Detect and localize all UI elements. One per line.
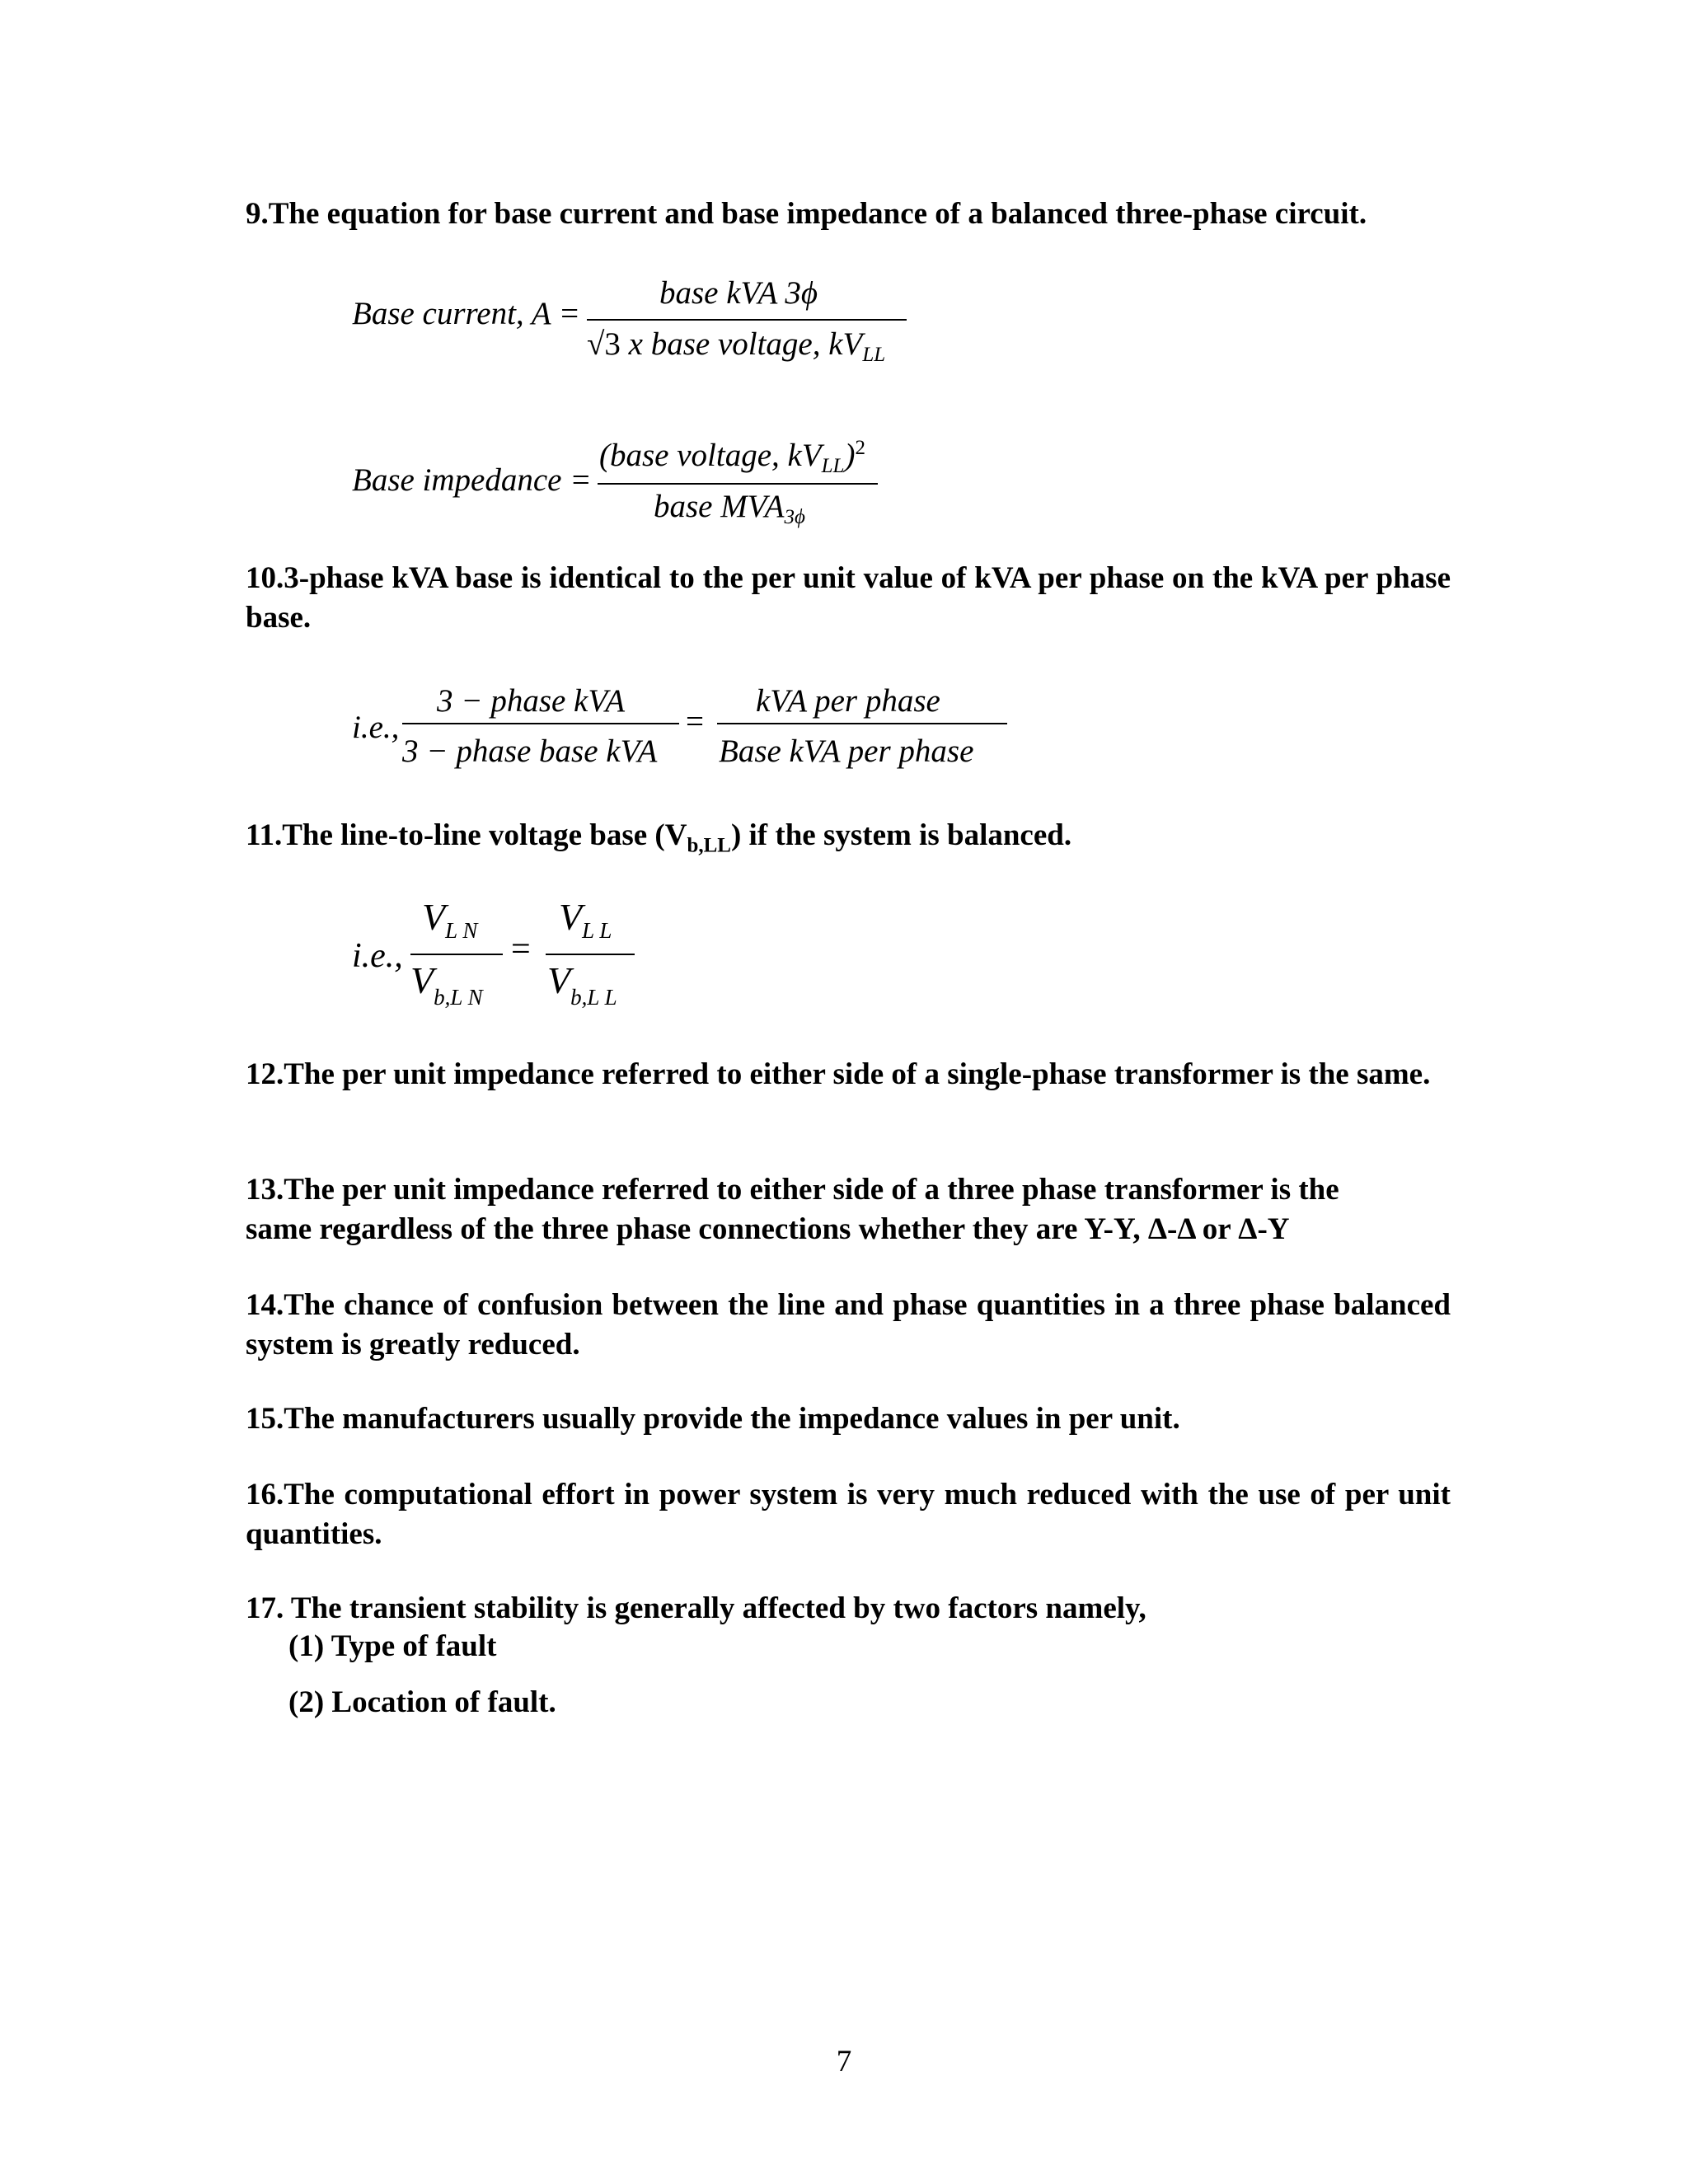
kva-left-fraction-bar xyxy=(402,723,679,724)
kva-num-left: 3 − phase kVA xyxy=(437,683,626,719)
item-11-text: 11.The line-to-line voltage base $(V_{b,LL})$ if the system is balanced. xyxy=(246,818,1072,857)
kva-ie-label: i.e., xyxy=(352,710,400,745)
base-current-fraction-bar xyxy=(587,319,907,321)
item-17-list-item-1: (1) Type of fault xyxy=(288,1629,497,1663)
base-impedance-lhs: Base impedance = xyxy=(352,462,592,498)
kva-den-right: Base kVA per phase xyxy=(719,733,974,769)
base-impedance-denominator: base $MVA_{3\phi}$ xyxy=(654,489,805,528)
kva-den-left: 3 − phase base kVA xyxy=(402,733,658,769)
item-17-list-item-2: (2) Location of fault. xyxy=(288,1685,556,1719)
item-16-text: 16.The computational effort in power system is very much reduced with the use of per unit quantities. xyxy=(246,1478,1451,1551)
item-14-text: 14.The chance of confusion between the line and phase quantities in a three phase balanced system is greatly reduced. xyxy=(246,1288,1451,1361)
item-12-text: 12.The per unit impedance referred to either side of a single-phase transformer is the same. xyxy=(246,1057,1431,1091)
voltage-equals: = xyxy=(511,930,531,968)
base-current-denominator: √3 x base voltage, $kV_{LL}$ xyxy=(587,326,886,366)
voltage-num-left: $V_{L N}$ xyxy=(422,896,478,943)
base-current-numerator: base kVA 3ϕ xyxy=(659,275,818,311)
item-9-text: 9.The equation for base current and base impedance of a balanced three-phase circuit. xyxy=(246,197,1367,231)
voltage-ie-label: i.e., xyxy=(352,937,403,975)
voltage-num-right: $V_{L L}$ xyxy=(559,896,612,943)
base-impedance-numerator: (base voltage, $kV_{LL})^2$ xyxy=(599,437,865,477)
voltage-den-right: $V_{b,L L}$ xyxy=(547,959,617,1010)
kva-num-right: kVA per phase xyxy=(756,683,940,719)
voltage-den-left: $V_{b,L N}$ xyxy=(410,959,483,1010)
base-current-lhs: Base current, A = xyxy=(352,296,580,331)
item-10-text: 10.3-phase kVA base is identical to the per unit value of kVA per phase on the kVA per phase base. xyxy=(246,561,1451,635)
voltage-left-fraction-bar xyxy=(410,954,503,955)
kva-equals: = xyxy=(686,704,704,739)
page-number: 7 xyxy=(836,2045,852,2079)
item-15-text: 15.The manufacturers usually provide the impedance values in per unit. xyxy=(246,1402,1180,1436)
item-17-text: 17. The transient stability is generally affected by two factors namely, xyxy=(246,1591,1146,1625)
item-13-text: 13.The per unit impedance referred to either side of a three phase transformer is the same regardless of the three phase connections whether they are Y-Y, Δ-Δ or Δ-Y xyxy=(246,1173,1339,1246)
kva-right-fraction-bar xyxy=(717,723,1007,724)
voltage-right-fraction-bar xyxy=(546,954,635,955)
base-impedance-fraction-bar xyxy=(598,483,878,485)
